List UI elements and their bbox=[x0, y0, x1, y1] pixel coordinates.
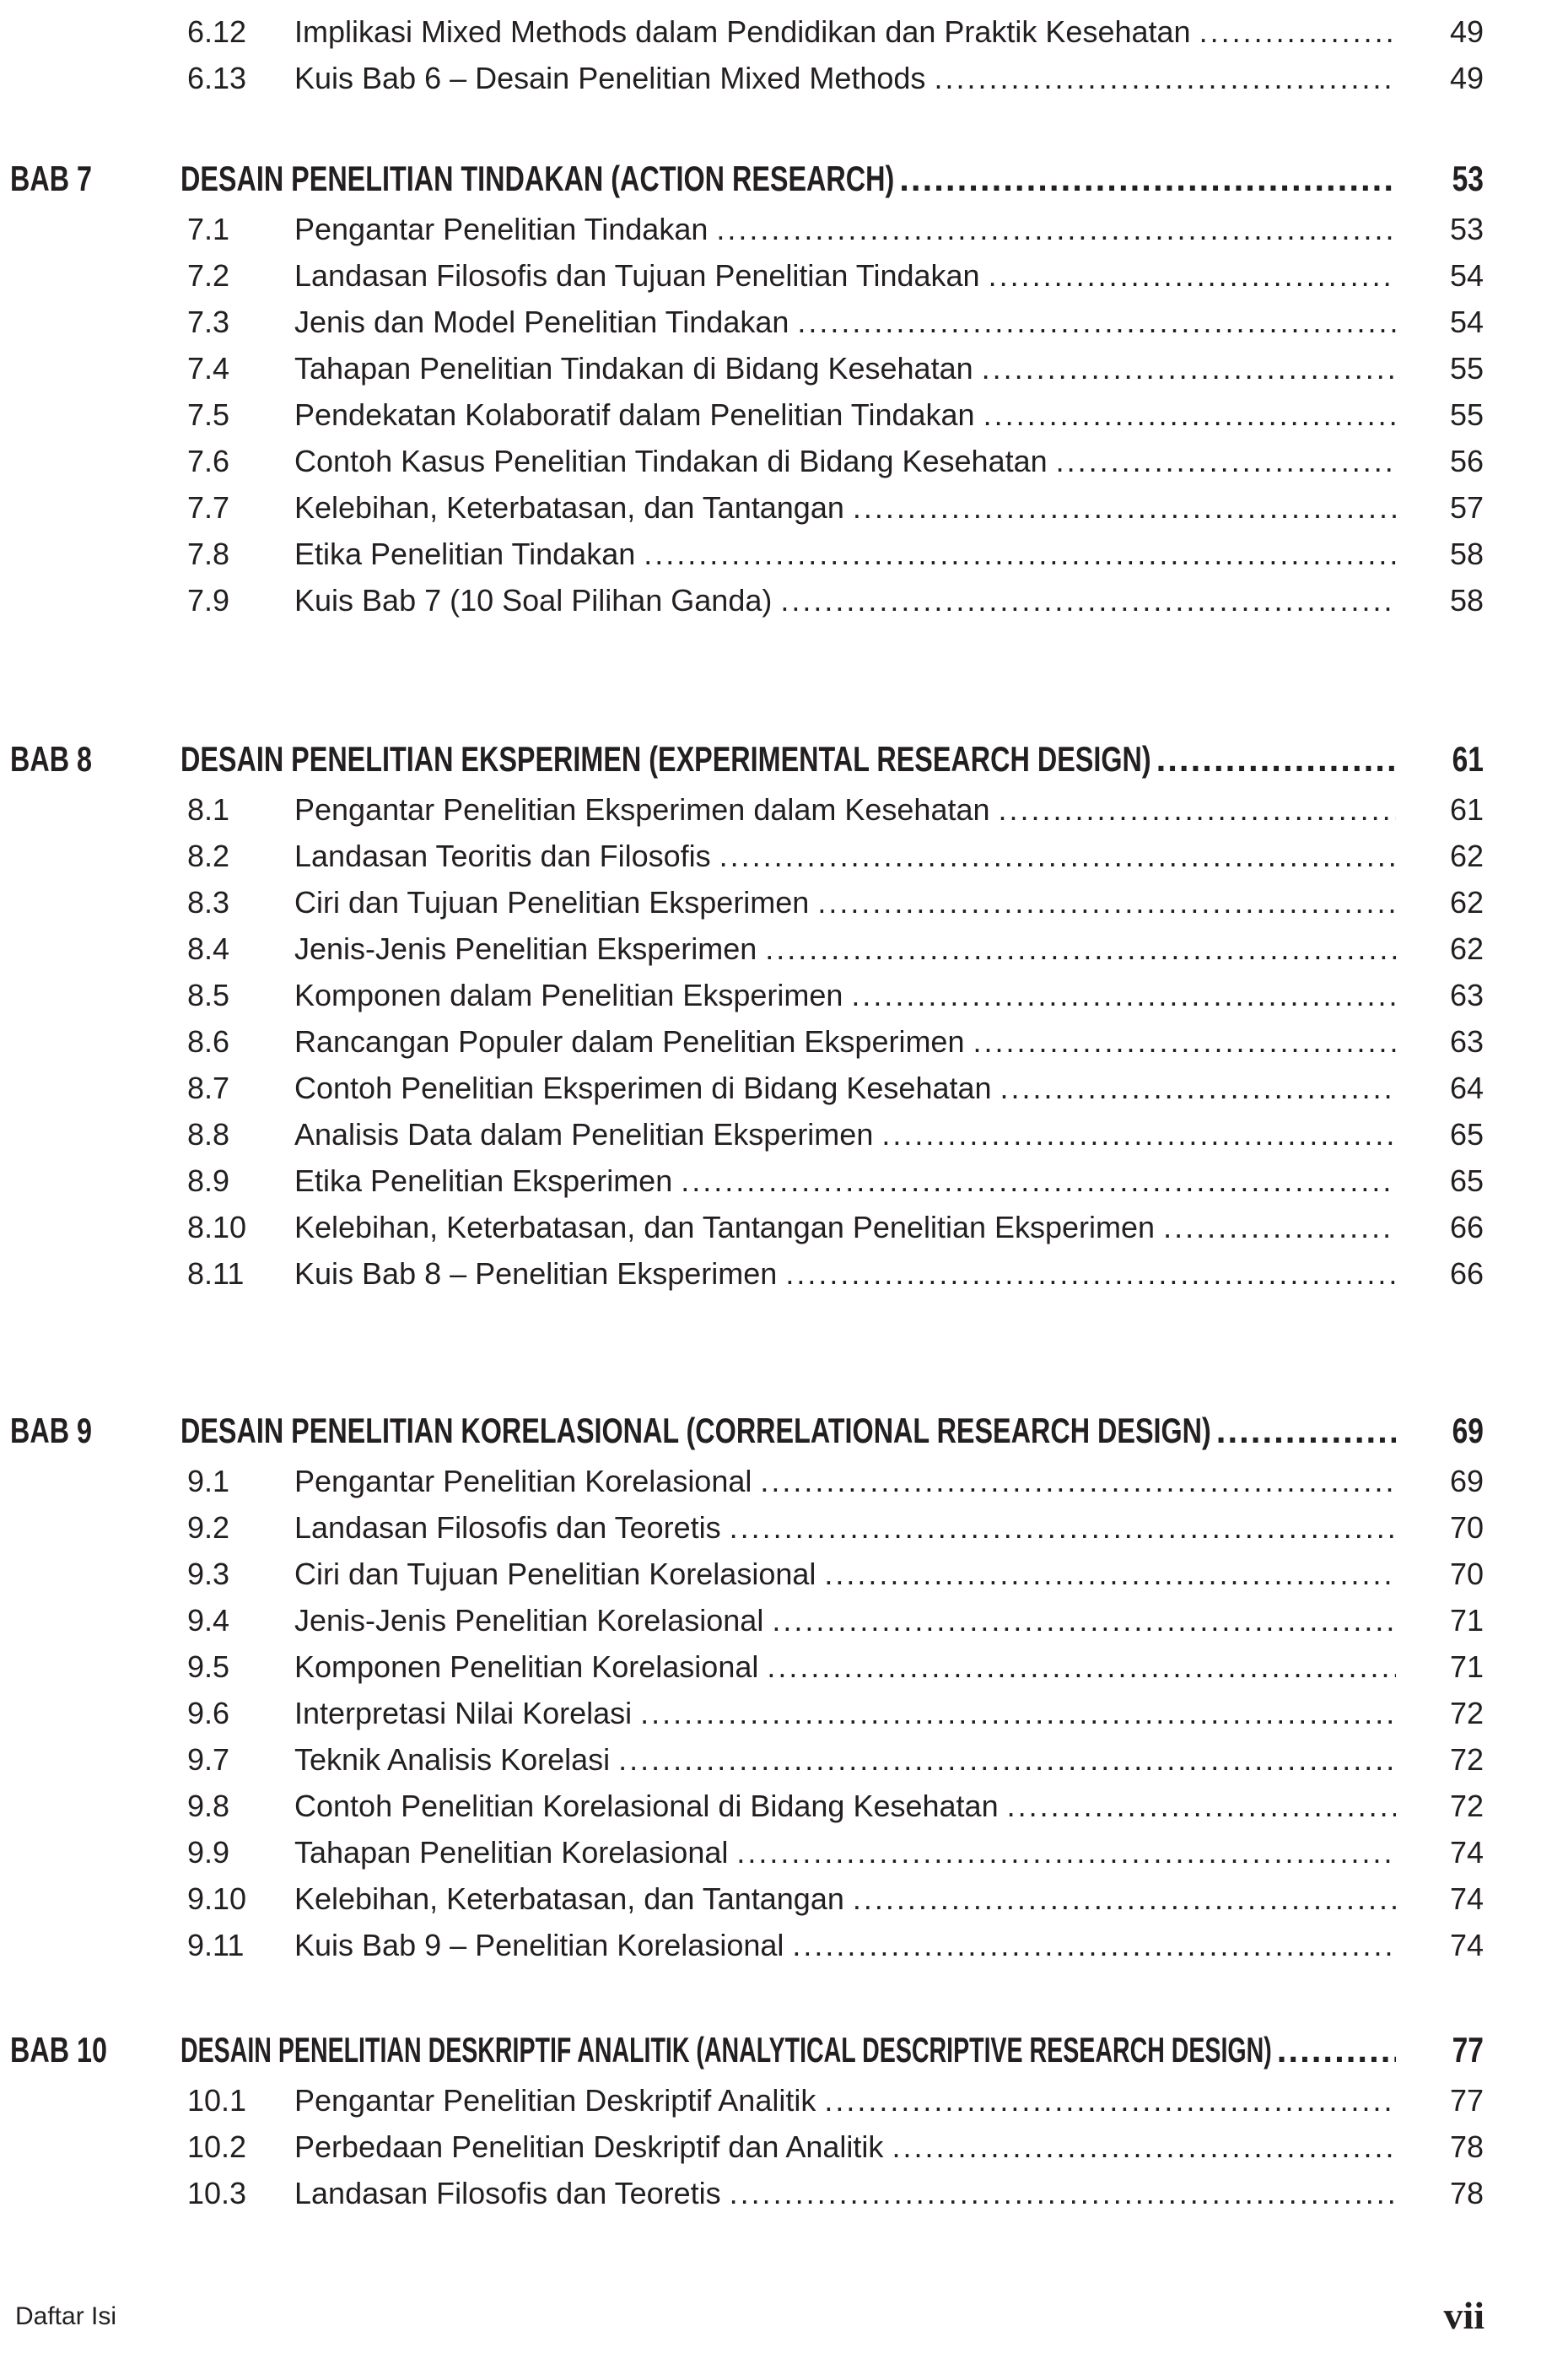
toc-entry-title: Tahapan Penelitian Tindakan di Bidang Kesehatan bbox=[294, 351, 973, 386]
toc-entry-page: 54 bbox=[1449, 258, 1484, 293]
toc-entry-page: 74 bbox=[1449, 1881, 1484, 1916]
dot-leader bbox=[736, 1829, 1396, 1875]
toc-entry bbox=[10, 1829, 1484, 1875]
toc-entry-page: 71 bbox=[1449, 1649, 1484, 1684]
toc-entry-page: 69 bbox=[1452, 1411, 1484, 1450]
toc-entry-number: 9.3 bbox=[187, 1557, 230, 1591]
dot-leader bbox=[851, 972, 1396, 1018]
toc-section bbox=[10, 1404, 1484, 1968]
toc-entry-page: 49 bbox=[1449, 14, 1484, 49]
toc-entry-title: Landasan Filosofis dan Teoretis bbox=[294, 1510, 721, 1545]
toc-entry-number: 9.11 bbox=[187, 1928, 245, 1962]
toc-entry-page: 63 bbox=[1449, 1024, 1484, 1059]
toc-entry-number: 7.6 bbox=[187, 444, 230, 478]
toc-entry-number: 8.10 bbox=[187, 1210, 247, 1244]
toc-entry-page: 49 bbox=[1449, 61, 1484, 95]
chapter-label: BAB 9 bbox=[10, 1411, 93, 1450]
toc-entry-page: 71 bbox=[1449, 1603, 1484, 1638]
toc-entry-number: 10.3 bbox=[187, 2176, 247, 2210]
toc-entry-title: Pengantar Penelitian Tindakan bbox=[294, 212, 709, 246]
toc-entry-page: 78 bbox=[1449, 2129, 1484, 2164]
toc-entry bbox=[10, 2124, 1484, 2170]
toc-section bbox=[10, 732, 1484, 1297]
toc-entry bbox=[10, 833, 1484, 879]
toc-entry-page: 72 bbox=[1449, 1789, 1484, 1823]
dot-leader bbox=[853, 484, 1396, 531]
toc-entry-title: Komponen dalam Penelitian Eksperimen bbox=[294, 978, 843, 1012]
toc-entry bbox=[10, 206, 1484, 252]
toc-chapter-heading bbox=[10, 152, 1484, 206]
toc-entry-number: 6.13 bbox=[187, 61, 247, 95]
toc-entry bbox=[10, 1643, 1484, 1690]
toc-entry-title: Pengantar Penelitian Deskriptif Analitik bbox=[294, 2083, 816, 2118]
toc-entry bbox=[10, 1551, 1484, 1597]
footer-section-label: Daftar Isi bbox=[15, 2302, 117, 2330]
footer-page-number: vii bbox=[1443, 2294, 1484, 2337]
toc-entry-number: 9.7 bbox=[187, 1742, 230, 1777]
toc-entry bbox=[10, 1158, 1484, 1204]
toc-entry-title: Landasan Filosofis dan Teoretis bbox=[294, 2176, 721, 2210]
dot-leader bbox=[881, 1111, 1396, 1158]
toc-entry-page: 61 bbox=[1452, 739, 1484, 779]
dot-leader bbox=[934, 55, 1396, 101]
toc-entry-title: Kuis Bab 8 – Penelitian Eksperimen bbox=[294, 1256, 778, 1291]
toc-entry bbox=[10, 1204, 1484, 1250]
toc-entry-title: Landasan Teoritis dan Filosofis bbox=[294, 839, 711, 873]
dot-leader bbox=[644, 531, 1396, 577]
toc-entry-number: 8.1 bbox=[187, 792, 230, 827]
toc-entry-title: Jenis-Jenis Penelitian Eksperimen bbox=[294, 931, 757, 966]
toc-section bbox=[10, 2023, 1484, 2216]
dot-leader bbox=[824, 1551, 1396, 1597]
toc-entry-title: Contoh Penelitian Korelasional di Bidang Kesehatan bbox=[294, 1789, 999, 1823]
dot-leader bbox=[824, 2077, 1396, 2124]
toc-entry-page: 62 bbox=[1449, 931, 1484, 966]
toc-entry-title: Jenis-Jenis Penelitian Korelasional bbox=[294, 1603, 764, 1638]
toc-entry-page: 72 bbox=[1449, 1696, 1484, 1730]
toc-entry bbox=[10, 1504, 1484, 1551]
toc-entry-title: Tahapan Penelitian Korelasional bbox=[294, 1835, 729, 1870]
toc-entry-title: Analisis Data dalam Penelitian Eksperimen bbox=[294, 1117, 874, 1152]
toc-entry-number: 7.1 bbox=[187, 212, 230, 246]
toc-entry-title: Contoh Penelitian Eksperimen di Bidang Kesehatan bbox=[294, 1071, 992, 1105]
dot-leader bbox=[1277, 2023, 1396, 2077]
toc-entry-number: 7.4 bbox=[187, 351, 230, 386]
dot-leader bbox=[1199, 8, 1396, 55]
dot-leader bbox=[989, 252, 1396, 299]
toc-entry bbox=[10, 1458, 1484, 1504]
toc-entry-title: Etika Penelitian Tindakan bbox=[294, 537, 636, 571]
toc-entry bbox=[10, 1736, 1484, 1783]
dot-leader bbox=[1163, 1204, 1396, 1250]
toc-entry-page: 57 bbox=[1449, 490, 1484, 525]
dot-leader bbox=[892, 2124, 1396, 2170]
toc-entry-number: 7.9 bbox=[187, 583, 230, 618]
toc-entry-number: 7.3 bbox=[187, 305, 230, 339]
dot-leader bbox=[999, 786, 1396, 833]
chapter-title-wrap bbox=[181, 732, 1151, 786]
toc-entry-title: Pengantar Penelitian Eksperimen dalam Kesehatan bbox=[294, 792, 990, 827]
toc-entry bbox=[10, 1111, 1484, 1158]
toc-entry-page: 61 bbox=[1449, 792, 1484, 827]
dot-leader bbox=[730, 2170, 1396, 2216]
toc-entry-number: 9.10 bbox=[187, 1881, 247, 1916]
toc-entry-page: 64 bbox=[1449, 1071, 1484, 1105]
toc-entry-title: Kuis Bab 9 – Penelitian Korelasional bbox=[294, 1928, 784, 1962]
dot-leader bbox=[785, 1250, 1396, 1297]
toc-entry bbox=[10, 1690, 1484, 1736]
toc-entry-title: Teknik Analisis Korelasi bbox=[294, 1742, 611, 1777]
dot-leader bbox=[792, 1922, 1396, 1968]
toc-entry bbox=[10, 8, 1484, 55]
toc-entry bbox=[10, 55, 1484, 101]
toc-entry bbox=[10, 926, 1484, 972]
toc-entry-number: 8.7 bbox=[187, 1071, 230, 1105]
dot-leader bbox=[982, 345, 1396, 391]
toc-entry-number: 8.3 bbox=[187, 885, 230, 920]
toc-entry-number: 10.2 bbox=[187, 2129, 247, 2164]
toc-entry bbox=[10, 2077, 1484, 2124]
toc-entry bbox=[10, 1250, 1484, 1297]
dot-leader bbox=[853, 1875, 1396, 1922]
toc-entry bbox=[10, 972, 1484, 1018]
toc-entry-number: 9.2 bbox=[187, 1510, 230, 1545]
toc-entry-number: 8.9 bbox=[187, 1163, 230, 1198]
toc-entry-number: 9.8 bbox=[187, 1789, 230, 1823]
toc-entry-title: Jenis dan Model Penelitian Tindakan bbox=[294, 305, 789, 339]
toc-entry-page: 53 bbox=[1452, 159, 1484, 198]
toc-entries bbox=[10, 8, 1484, 2216]
chapter-label: BAB 10 bbox=[10, 2030, 108, 2070]
toc-entry-title: Kelebihan, Keterbatasan, dan Tantangan bbox=[294, 1881, 844, 1916]
chapter-title-wrap bbox=[181, 152, 894, 206]
dot-leader bbox=[780, 577, 1396, 623]
toc-entry-number: 7.7 bbox=[187, 490, 230, 525]
toc-entry-page: 58 bbox=[1449, 537, 1484, 571]
toc-entry-number: 7.5 bbox=[187, 397, 230, 432]
toc-entry-number: 8.4 bbox=[187, 931, 230, 966]
chapter-title: DESAIN PENELITIAN KORELASIONAL (CORRELATIONAL RESEARCH DESIGN) bbox=[181, 1411, 1211, 1450]
toc-entry-number: 6.12 bbox=[187, 14, 247, 49]
toc-entry-page: 74 bbox=[1449, 1835, 1484, 1870]
toc-entry-title: Kelebihan, Keterbatasan, dan Tantangan Penelitian Eksperimen bbox=[294, 1210, 1156, 1244]
toc-entry-page: 70 bbox=[1449, 1557, 1484, 1591]
toc-entry-title: Ciri dan Tujuan Penelitian Eksperimen bbox=[294, 885, 810, 920]
toc-entry-page: 55 bbox=[1449, 351, 1484, 386]
toc-entry bbox=[10, 531, 1484, 577]
chapter-title: DESAIN PENELITIAN TINDAKAN (ACTION RESEARCH) bbox=[181, 159, 895, 198]
toc-entry-page: 69 bbox=[1449, 1464, 1484, 1498]
toc-entry bbox=[10, 1875, 1484, 1922]
toc-entry-page: 62 bbox=[1449, 839, 1484, 873]
toc-entry bbox=[10, 1065, 1484, 1111]
dot-leader bbox=[797, 299, 1396, 345]
toc-entry bbox=[10, 1018, 1484, 1065]
toc-entry-number: 9.5 bbox=[187, 1649, 230, 1684]
toc-entry bbox=[10, 1922, 1484, 1968]
chapter-title: DESAIN PENELITIAN DESKRIPTIF ANALITIK (ANALYTICAL DESCRIPTIVE RESEARCH DESIGN) bbox=[181, 2030, 1272, 2070]
toc-entry-number: 8.5 bbox=[187, 978, 230, 1012]
toc-entry-title: Pendekatan Kolaboratif dalam Penelitian Tindakan bbox=[294, 397, 975, 432]
toc-entry-title: Kelebihan, Keterbatasan, dan Tantangan bbox=[294, 490, 844, 525]
toc-entry-page: 65 bbox=[1449, 1163, 1484, 1198]
toc-entry bbox=[10, 252, 1484, 299]
toc-entry-page: 78 bbox=[1449, 2176, 1484, 2210]
toc-entry-number: 10.1 bbox=[187, 2083, 247, 2118]
toc-entry bbox=[10, 577, 1484, 623]
toc-entry-title: Landasan Filosofis dan Tujuan Penelitian Tindakan bbox=[294, 258, 980, 293]
toc-entry-number: 9.1 bbox=[187, 1464, 230, 1498]
toc-entry bbox=[10, 299, 1484, 345]
toc-entry-title: Kuis Bab 7 (10 Soal Pilihan Ganda) bbox=[294, 583, 773, 618]
chapter-title-wrap bbox=[181, 2023, 1272, 2077]
dot-leader bbox=[719, 833, 1396, 879]
toc-entry-number: 8.6 bbox=[187, 1024, 230, 1059]
toc-entry-page: 66 bbox=[1449, 1210, 1484, 1244]
toc-entry-title: Contoh Kasus Penelitian Tindakan di Bidang Kesehatan bbox=[294, 444, 1048, 478]
toc-entry-number: 8.2 bbox=[187, 839, 230, 873]
toc-entry bbox=[10, 345, 1484, 391]
toc-entry-number: 9.6 bbox=[187, 1696, 230, 1730]
chapter-label: BAB 8 bbox=[10, 739, 93, 779]
toc-entry-title: Pengantar Penelitian Korelasional bbox=[294, 1464, 752, 1498]
dot-leader bbox=[1000, 1065, 1396, 1111]
toc-entry-number: 8.8 bbox=[187, 1117, 230, 1152]
toc-entry-page: 56 bbox=[1449, 444, 1484, 478]
toc-entry bbox=[10, 391, 1484, 438]
dot-leader bbox=[716, 206, 1396, 252]
toc-entry-title: Interpretasi Nilai Korelasi bbox=[294, 1696, 633, 1730]
dot-leader bbox=[1056, 438, 1396, 484]
toc-entry-page: 77 bbox=[1452, 2030, 1484, 2070]
toc-entry-title: Rancangan Populer dalam Penelitian Eksperimen bbox=[294, 1024, 965, 1059]
toc-entry-page: 58 bbox=[1449, 583, 1484, 618]
dot-leader bbox=[899, 152, 1396, 206]
dot-leader bbox=[1007, 1783, 1396, 1829]
toc-entry-number: 9.4 bbox=[187, 1603, 230, 1638]
toc-entry-title: Komponen Penelitian Korelasional bbox=[294, 1649, 759, 1684]
dot-leader bbox=[1156, 732, 1396, 786]
toc-entry-page: 62 bbox=[1449, 885, 1484, 920]
chapter-title: DESAIN PENELITIAN EKSPERIMEN (EXPERIMENTAL RESEARCH DESIGN) bbox=[181, 739, 1151, 779]
toc-entry-page: 65 bbox=[1449, 1117, 1484, 1152]
toc-entry-number: 7.2 bbox=[187, 258, 230, 293]
toc-entry-page: 54 bbox=[1449, 305, 1484, 339]
toc-entry-title: Implikasi Mixed Methods dalam Pendidikan dan Praktik Kesehatan bbox=[294, 14, 1191, 49]
toc-entry-page: 72 bbox=[1449, 1742, 1484, 1777]
dot-leader bbox=[765, 926, 1396, 972]
toc-entry-number: 7.8 bbox=[187, 537, 230, 571]
dot-leader bbox=[730, 1504, 1396, 1551]
toc-entry-title: Ciri dan Tujuan Penelitian Korelasional bbox=[294, 1557, 816, 1591]
dot-leader bbox=[772, 1597, 1396, 1643]
toc-entry bbox=[10, 2170, 1484, 2216]
dot-leader bbox=[767, 1643, 1396, 1690]
toc-entry bbox=[10, 879, 1484, 926]
toc-entry bbox=[10, 484, 1484, 531]
toc-entry-page: 66 bbox=[1449, 1256, 1484, 1291]
chapter-label: BAB 7 bbox=[10, 159, 93, 198]
dot-leader bbox=[640, 1690, 1396, 1736]
toc-entry bbox=[10, 1783, 1484, 1829]
dot-leader bbox=[983, 391, 1396, 438]
toc-entry-page: 77 bbox=[1449, 2083, 1484, 2118]
dot-leader bbox=[618, 1736, 1396, 1783]
toc-entry-title: Kuis Bab 6 – Desain Penelitian Mixed Methods bbox=[294, 61, 926, 95]
dot-leader bbox=[973, 1018, 1396, 1065]
toc-entry-page: 74 bbox=[1449, 1928, 1484, 1962]
dot-leader bbox=[1216, 1404, 1396, 1458]
toc-entry-page: 70 bbox=[1449, 1510, 1484, 1545]
toc-entry-title: Etika Penelitian Eksperimen bbox=[294, 1163, 673, 1198]
toc-entry bbox=[10, 786, 1484, 833]
toc-entry-page: 63 bbox=[1449, 978, 1484, 1012]
toc-entry bbox=[10, 1597, 1484, 1643]
toc-chapter-heading bbox=[10, 732, 1484, 786]
toc-entry bbox=[10, 438, 1484, 484]
toc-chapter-heading bbox=[10, 2023, 1484, 2077]
toc-entry-page: 53 bbox=[1449, 212, 1484, 246]
toc-entry-page: 55 bbox=[1449, 397, 1484, 432]
toc-entry-number: 9.9 bbox=[187, 1835, 230, 1870]
dot-leader bbox=[760, 1458, 1396, 1504]
toc-entry-number: 8.11 bbox=[187, 1256, 245, 1291]
chapter-title-wrap bbox=[181, 1404, 1211, 1458]
toc-chapter-heading bbox=[10, 1404, 1484, 1458]
dot-leader bbox=[681, 1158, 1396, 1204]
toc-entry-title: Perbedaan Penelitian Deskriptif dan Analitik bbox=[294, 2129, 884, 2164]
toc-section bbox=[10, 152, 1484, 623]
dot-leader bbox=[817, 879, 1396, 926]
